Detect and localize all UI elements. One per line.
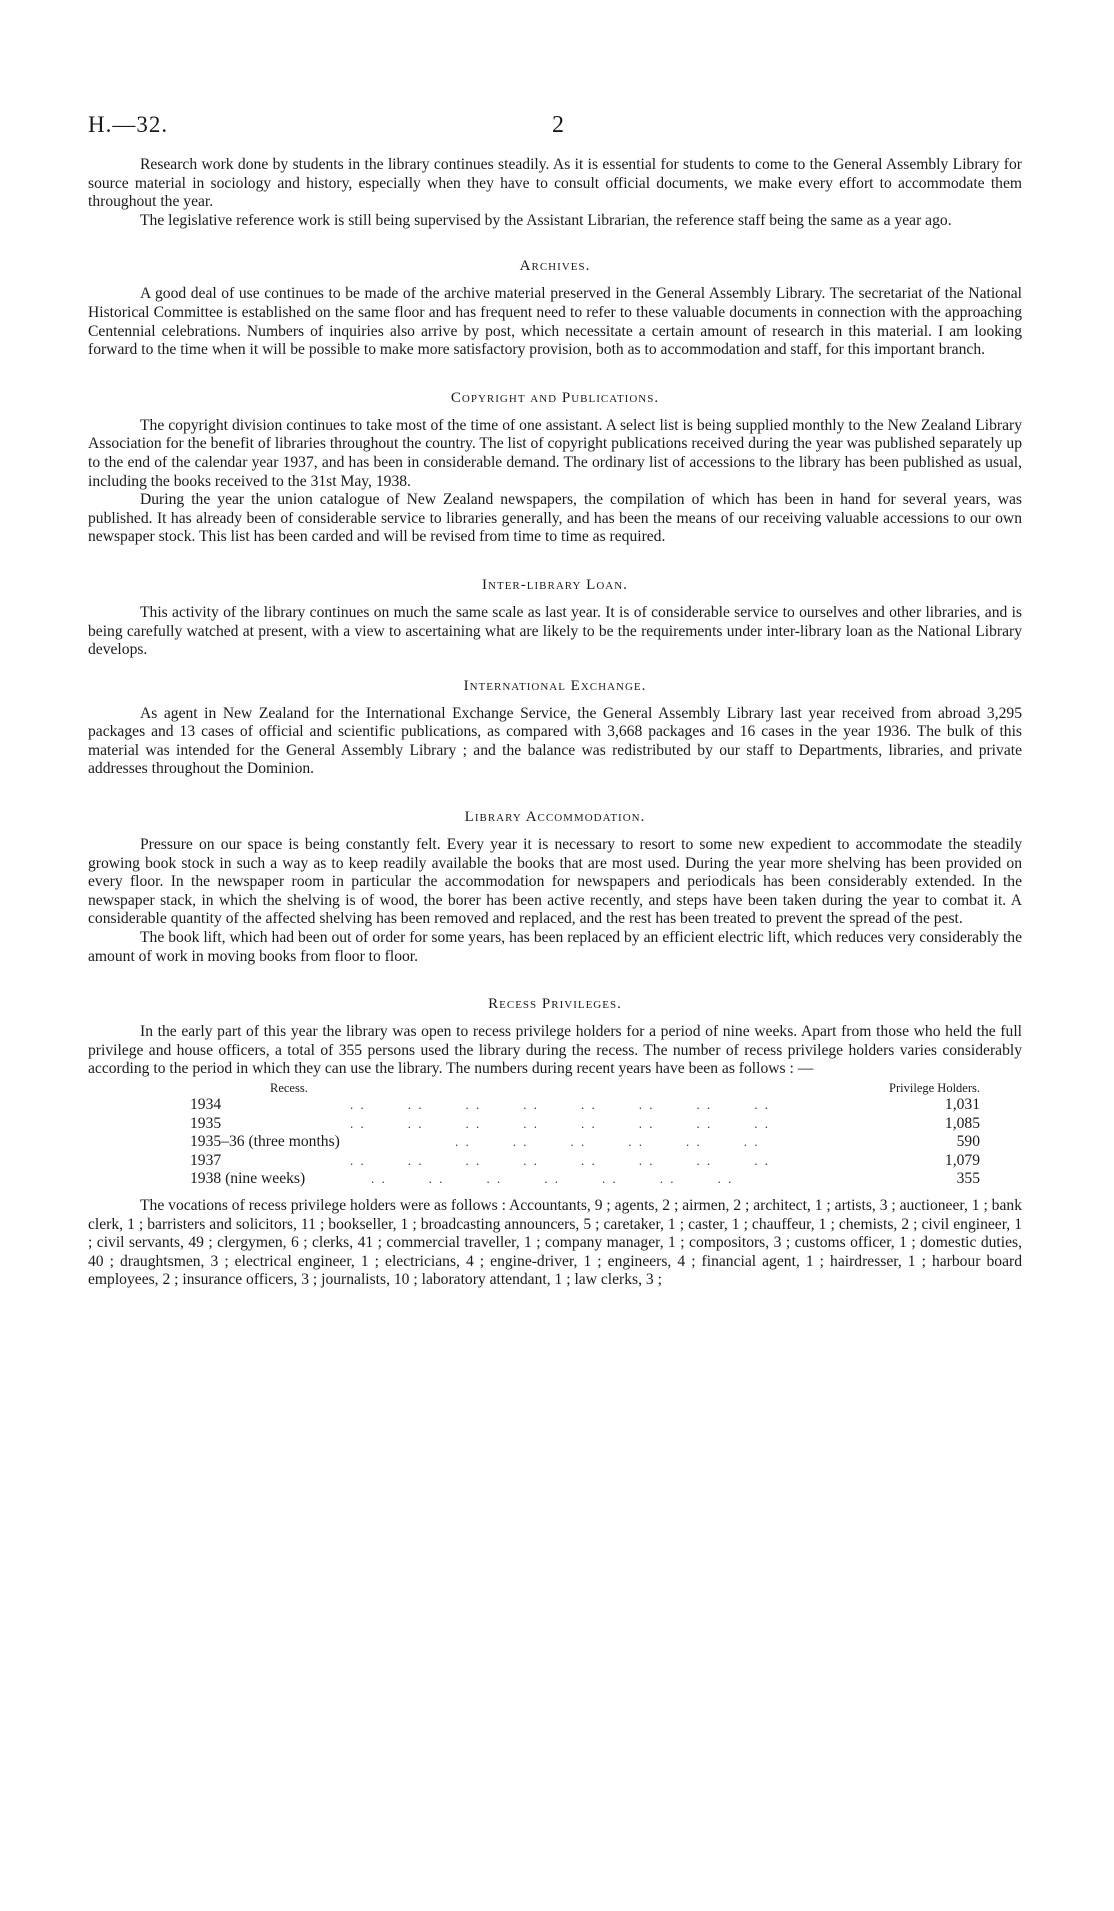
section-heading-copyright: Copyright and Publications. — [450, 389, 660, 406]
paragraph: As agent in New Zealand for the International Exchange Service, the General Assembly Library last year received from abroad 3,295 packages and 13 cases of official and scientific publications, as compared with 3,668 packages and 16 cases in the year 1936. The bulk of this material was intended for the General Assembly Library ; and the balance was redistributed by our staff to Departments, libraries, and private addresses throughout the Dominion. — [88, 704, 1022, 778]
page-header — [88, 112, 1022, 156]
paragraph: A good deal of use continues to be made of the archive material preserved in the General Assembly Library. The secretariat of the National Historical Committee is established on the same floor and has frequent need to refer to these valuable documents in connection with the approaching Centennial celebrations. Numbers of inquiries also arrive by post, which necessitate a certain amount of research in this material. I am looking forward to the time when it will be possible to make more satisfactory provision, both as to accommodation and staff, for this important branch. — [88, 285, 1022, 359]
leader-dots: . . . . . . . . . . . . . . — [350, 1171, 734, 1187]
table-row — [190, 1115, 980, 1134]
leader-dots: . . . . . . . . . . . . . . . . — [350, 1115, 770, 1131]
recess-privilege-table — [190, 1081, 980, 1189]
column-header-privilege-holders: Privilege Holders. — [889, 1081, 980, 1095]
recess-period: 1935 — [190, 1114, 222, 1132]
paragraph: The legislative reference work is still being supervised by the Assistant Librarian, the reference staff being the same as a year ago. — [140, 211, 952, 229]
paragraph: Research work done by students in the library continues steadily. As it is essential for students to come to the General Assembly Library for source material in sociology and history, especially when they have to consult official documents, we make every effort to accommodate them throughout the year. — [88, 156, 1022, 211]
paragraph: During the year the union catalogue of New Zealand newspapers, the compilation of which has been in hand for several years, was published. It has already been of considerable service to libraries generally, and has been the means of our receiving valuable accessions to our own newspaper stock. This list has been carded and will be revised from time to time as required. — [88, 491, 1022, 546]
document-page — [88, 112, 1022, 1290]
table-row — [190, 1133, 980, 1152]
paragraph: In the early part of this year the library was open to recess privilege holders for a period of nine weeks. Apart from those who held the full privilege and house officers, a total of 355 persons used the library during the recess. The number of recess privilege holders varies considerably according to the period in which they can use the library. The numbers during recent years have been as follows : — — [88, 1023, 1022, 1078]
paragraph: The vocations of recess privilege holders were as follows : Accountants, 9 ; agents, 2 ; airmen, 2 ; architect, 1 ; artists, 3 ; auctioneer, 1 ; bank clerk, 1 ; barristers and solicitors, 11 ; bookseller, 1 ; broadcasting announcers, 5 ; caretaker, 1 ; caster, 1 ; chauffeur, 1 ; chemists, 2 ; civil engineer, 1 ; civil servants, 49 ; clergymen, 6 ; clerks, 41 ; commercial traveller, 1 ; company manager, 1 ; compositors, 3 ; customs officer, 1 ; domestic duties, 40 ; draughtsmen, 3 ; electrical engineer, 1 ; electricians, 4 ; engine-driver, 1 ; engineers, 4 ; financial agent, 1 ; hairdresser, 1 ; harbour board employees, 2 ; insurance officers, 3 ; journalists, 10 ; laboratory attendant, 1 ; law clerks, 3 ; — [88, 1196, 1022, 1289]
recess-period: 1935–36 (three months) — [190, 1133, 340, 1151]
section-heading-interlibrary: Inter-library Loan. — [482, 576, 628, 593]
page-number: 2 — [552, 112, 564, 138]
leader-dots: . . . . . . . . . . . . — [350, 1134, 760, 1150]
paragraph: This activity of the library continues on much the same scale as last year. It is of considerable service to ourselves and other libraries, and is being carefully watched at present, with a view to ascertaining what are likely to be the requirements under inter-library loan as the National Library develops. — [88, 603, 1022, 659]
paragraph: Pressure on our space is being constantly felt. Every year it is necessary to resort to some new expedient to accommodate the steadily growing book stock in such a way as to keep readily available the books that are most used. During the year more shelving has been provided on every floor. In the newspaper room in particular the accommodation for newspapers and periodicals has been considerably extended. In the newspaper stack, in which the shelving is of wood, the borer has been active recently, and steps have been taken during the year to combat it. A considerable quantity of the affected shelving has been removed and replaced, and the rest has been treated to prevent the spread of the pest. — [88, 836, 1022, 928]
recess-period: 1937 — [190, 1151, 222, 1169]
leader-dots: . . . . . . . . . . . . . . . . — [350, 1152, 770, 1168]
section-heading-accommodation: Library Accommodation. — [464, 809, 646, 826]
table-row — [190, 1152, 980, 1171]
recess-period: 1934 — [190, 1096, 222, 1113]
holder-count: 590 — [956, 1133, 980, 1151]
leader-dots: . . . . . . . . . . . . . . . . — [350, 1097, 770, 1112]
holder-count: 1,079 — [944, 1151, 980, 1169]
holder-count: 1,085 — [944, 1114, 980, 1132]
recess-period: 1938 (nine weeks) — [190, 1170, 306, 1188]
table-row — [190, 1096, 980, 1115]
document-reference: H.—32. — [88, 112, 169, 137]
intro-section — [88, 156, 1022, 230]
section-heading-exchange: International Exchange. — [463, 677, 647, 694]
paragraph: The book lift, which had been out of order for some years, has been replaced by an efficient electric lift, which reduces very considerably the amount of work in moving books from floor to floor. — [88, 929, 1022, 965]
column-header-recess: Recess. — [270, 1081, 308, 1095]
table-row — [190, 1170, 980, 1189]
section-heading-recess: Recess Privileges. — [488, 996, 622, 1013]
holder-count: 1,031 — [944, 1096, 980, 1113]
section-heading-archives: Archives. — [519, 258, 591, 275]
paragraph: The copyright division continues to take most of the time of one assistant. A select list is being supplied monthly to the New Zealand Library Association for the benefit of libraries throughout the country. The list of copyright publications received during the year was published separately up to the end of the calendar year 1937, and has been in considerable demand. The ordinary list of accessions to the library has been published as usual, including the books received to the 31st May, 1938. — [88, 416, 1022, 490]
holder-count: 355 — [956, 1170, 980, 1188]
